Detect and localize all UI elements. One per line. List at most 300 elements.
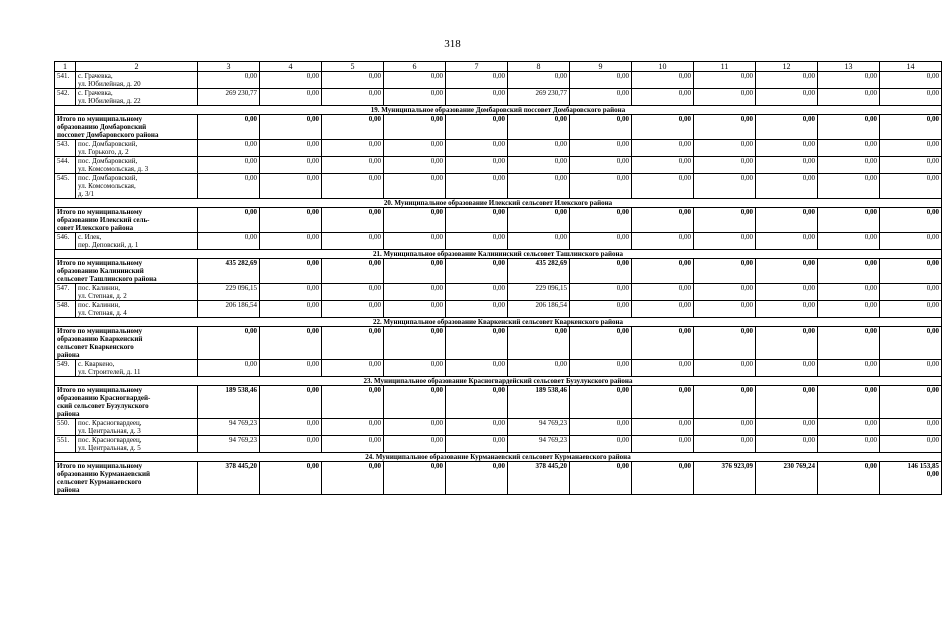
value-cell: 0,00	[694, 386, 756, 419]
section-header-row	[55, 318, 942, 327]
value-cell: 0,00	[818, 233, 880, 250]
value-cell: 0,00	[694, 301, 756, 318]
value-cell: 94 769,23	[508, 419, 570, 436]
table-row	[55, 284, 942, 301]
value-cell: 0,00	[446, 233, 508, 250]
subtotal-label	[55, 115, 198, 140]
value-cell: 0,00	[632, 360, 694, 377]
text-line: с. Грачевка,	[78, 89, 113, 97]
table-row	[55, 360, 942, 377]
value-cell: 269 230,77	[508, 89, 570, 106]
value-cell: 0,00	[508, 233, 570, 250]
value-cell: 0,00	[198, 174, 260, 199]
value-cell: 0,00	[880, 115, 942, 140]
value-cell: 0,00	[260, 233, 322, 250]
value-cell: 0,00	[570, 462, 632, 495]
value-cell: 0,00	[446, 360, 508, 377]
value-cell: 0,00	[632, 115, 694, 140]
text-line: Итого по муниципальному	[57, 259, 143, 267]
subtotal-label	[55, 208, 198, 233]
value-cell: 0,00	[508, 115, 570, 140]
table-row	[55, 72, 942, 89]
value-cell: 0,00	[818, 284, 880, 301]
row-number: 545.	[55, 174, 76, 199]
value-cell: 0,00	[880, 208, 942, 233]
column-number-cell: 8	[508, 62, 570, 72]
section-header-row	[55, 250, 942, 259]
value-cell: 0,00	[756, 140, 818, 157]
text-line: Итого по муниципальному	[57, 115, 143, 123]
section-title: 19. Муниципальное образование Домбаровский поссовет Домбаровского района	[55, 106, 942, 115]
text-line: района	[57, 486, 80, 494]
text-line: ул. Степная, д. 2	[78, 292, 127, 300]
value-cell: 0,00	[880, 89, 942, 106]
value-cell: 0,00	[198, 233, 260, 250]
value-cell: 0,00	[198, 208, 260, 233]
value-cell-extra: 0,00	[926, 470, 939, 478]
text-line: Итого по муниципальному	[57, 462, 143, 470]
value-cell: 0,00	[260, 386, 322, 419]
value-cell: 0,00	[260, 259, 322, 284]
value-cell: 0,00	[694, 327, 756, 360]
value-cell: 206 186,54	[508, 301, 570, 318]
value-cell: 0,00	[632, 284, 694, 301]
value-cell: 0,00	[384, 462, 446, 495]
value-cell: 0,00	[694, 208, 756, 233]
value-cell: 0,00	[446, 462, 508, 495]
text-line: Итого по муниципальному	[57, 386, 143, 394]
value-cell: 0,00	[384, 419, 446, 436]
value-cell: 0,00	[260, 72, 322, 89]
address-cell	[76, 89, 198, 106]
text-line: ул. Юбилейная, д. 22	[78, 97, 141, 105]
section-title: 21. Муниципальное образование Калининский сельсовет Ташлинского района	[55, 250, 942, 259]
value-cell: 0,00	[818, 360, 880, 377]
text-line: пос. Домбаровский,	[78, 174, 138, 182]
value-cell: 0,00	[570, 301, 632, 318]
row-number: 547.	[55, 284, 76, 301]
value-cell: 0,00	[198, 140, 260, 157]
address-cell	[76, 72, 198, 89]
value-cell: 229 096,15	[508, 284, 570, 301]
text-line: пос. Красногвардеец,	[78, 419, 142, 427]
value-cell: 0,00	[384, 436, 446, 453]
value-cell: 0,00	[880, 284, 942, 301]
value-cell: 0,00	[260, 174, 322, 199]
subtotal-label	[55, 386, 198, 419]
value-cell: 0,00	[508, 157, 570, 174]
value-cell: 0,00	[322, 259, 384, 284]
value-cell: 0,00	[384, 140, 446, 157]
text-line: ул. Центральная, д. 3	[78, 427, 141, 435]
value-cell: 0,00	[632, 208, 694, 233]
value-cell: 0,00	[446, 436, 508, 453]
subtotal-row	[55, 259, 942, 284]
value-cell: 0,00	[694, 259, 756, 284]
value-cell: 0,00	[508, 208, 570, 233]
subtotal-row	[55, 386, 942, 419]
address-cell	[76, 174, 198, 199]
value-cell: 0,00	[756, 419, 818, 436]
section-title: 20. Муниципальное образование Илекский сельсовет Илекского района	[55, 199, 942, 208]
value-cell: 0,00	[508, 360, 570, 377]
subtotal-row	[55, 462, 942, 495]
text-line: образованию Калининский	[57, 267, 144, 275]
value-cell: 0,00	[322, 89, 384, 106]
column-number-cell: 5	[322, 62, 384, 72]
value-cell: 0,00	[570, 140, 632, 157]
text-line: ул. Комсомольская, д. 3	[78, 165, 149, 173]
value-cell: 0,00	[570, 327, 632, 360]
value-cell: 0,00	[632, 386, 694, 419]
value-cell: 0,00	[446, 140, 508, 157]
value-cell: 0,00	[260, 436, 322, 453]
value-cell: 0,00	[384, 157, 446, 174]
text-line: пос. Домбаровский,	[78, 140, 138, 148]
value-cell: 0,00	[756, 72, 818, 89]
value-cell: 0,00	[818, 157, 880, 174]
value-cell: 0,00	[880, 174, 942, 199]
column-number-cell: 1	[55, 62, 76, 72]
value-cell: 0,00	[570, 436, 632, 453]
text-line: ул. Строителей, д. 11	[78, 368, 141, 376]
value-cell: 0,00	[818, 259, 880, 284]
address-cell	[76, 419, 198, 436]
text-line: сельсовет Кваркенского	[57, 343, 134, 351]
text-line: Итого по муниципальному	[57, 327, 143, 335]
value-cell: 0,00	[818, 419, 880, 436]
row-number: 549.	[55, 360, 76, 377]
value-cell: 0,00	[570, 115, 632, 140]
value-cell: 94 769,23	[508, 436, 570, 453]
text-line: с. Грачевка,	[78, 72, 113, 80]
subtotal-row	[55, 115, 942, 140]
text-line: с. Илек,	[78, 233, 102, 241]
column-number-cell: 7	[446, 62, 508, 72]
value-cell: 0,00	[446, 115, 508, 140]
address-cell	[76, 157, 198, 174]
value-cell: 0,00	[322, 327, 384, 360]
value-cell: 0,00	[260, 360, 322, 377]
address-cell	[76, 284, 198, 301]
value-cell: 0,00	[756, 174, 818, 199]
column-number-cell: 10	[632, 62, 694, 72]
value-cell: 189 538,46	[198, 386, 260, 419]
value-cell: 0,00	[632, 174, 694, 199]
value-cell: 0,00	[880, 140, 942, 157]
text-line: ул. Горького, д. 2	[78, 148, 129, 156]
section-title: 22. Муниципальное образование Кваркенский сельсовет Кваркенского района	[55, 318, 942, 327]
row-number: 550.	[55, 419, 76, 436]
value-cell: 0,00	[694, 115, 756, 140]
value-cell: 0,00	[880, 157, 942, 174]
value-cell: 0,00	[818, 115, 880, 140]
value-cell: 230 769,24	[756, 462, 818, 495]
value-cell: 0,00	[322, 436, 384, 453]
value-cell: 0,00	[880, 360, 942, 377]
value-cell: 0,00	[198, 327, 260, 360]
text-line: ский сельсовет Бузулукского	[57, 402, 149, 410]
value-cell: 0,00	[632, 462, 694, 495]
value-cell: 0,00	[322, 462, 384, 495]
value-cell: 435 282,69	[508, 259, 570, 284]
value-cell: 0,00	[818, 386, 880, 419]
value-cell: 378 445,20	[508, 462, 570, 495]
text-line: пос. Красногвардеец,	[78, 436, 142, 444]
row-number: 541.	[55, 72, 76, 89]
value-cell: 0,00	[694, 157, 756, 174]
section-header-row	[55, 106, 942, 115]
section-title: 24. Муниципальное образование Курманаевский сельсовет Курманаевского района	[55, 453, 942, 462]
value-cell: 0,00	[322, 157, 384, 174]
column-number-cell: 3	[198, 62, 260, 72]
row-number: 546.	[55, 233, 76, 250]
value-cell: 0,00	[756, 259, 818, 284]
value-cell: 0,00	[880, 327, 942, 360]
value-cell: 0,00	[322, 140, 384, 157]
value-cell: 0,00	[446, 386, 508, 419]
text-line: образованию Курманаевский	[57, 470, 151, 478]
value-cell: 378 445,20	[198, 462, 260, 495]
value-cell: 0,00	[570, 72, 632, 89]
value-cell: 0,00	[570, 208, 632, 233]
value-cell: 0,00	[446, 284, 508, 301]
value-cell: 0,00	[322, 208, 384, 233]
value-cell: 0,00	[880, 386, 942, 419]
value-cell: 0,00	[632, 89, 694, 106]
value-cell: 0,00	[384, 284, 446, 301]
value-cell: 0,00	[694, 360, 756, 377]
value-cell: 0,00	[322, 386, 384, 419]
value-cell: 0,00	[570, 360, 632, 377]
text-line: образованию Кваркенский	[57, 335, 143, 343]
column-number-cell: 2	[76, 62, 198, 72]
value-cell: 0,00	[880, 419, 942, 436]
value-cell: 0,00	[570, 157, 632, 174]
column-number-cell: 12	[756, 62, 818, 72]
value-cell: 0,00	[384, 360, 446, 377]
value-cell: 0,00	[446, 72, 508, 89]
value-cell: 0,00	[260, 462, 322, 495]
text-line: пос. Калинин,	[78, 301, 120, 309]
text-line: сельсовет Ташлинского района	[57, 275, 157, 283]
value-cell: 0,00	[322, 301, 384, 318]
value-cell: 0,00	[756, 301, 818, 318]
value-cell: 0,00	[694, 174, 756, 199]
value-cell: 0,00	[384, 89, 446, 106]
value-cell: 0,00	[384, 174, 446, 199]
value-cell: 0,00	[322, 284, 384, 301]
value-cell: 0,00	[632, 233, 694, 250]
value-cell: 0,00	[322, 360, 384, 377]
value-cell: 0,00	[818, 89, 880, 106]
value-cell: 146 153,85 0,00	[880, 462, 942, 495]
text-line: ул. Степная, д. 4	[78, 309, 127, 317]
value-cell: 0,00	[446, 157, 508, 174]
value-cell: 0,00	[694, 72, 756, 89]
value-cell: 0,00	[384, 301, 446, 318]
value-cell: 0,00	[818, 327, 880, 360]
value-cell: 0,00	[260, 419, 322, 436]
value-cell: 0,00	[632, 301, 694, 318]
subtotal-row	[55, 208, 942, 233]
value-cell: 0,00	[260, 301, 322, 318]
value-cell: 0,00	[384, 386, 446, 419]
text-line: образованию Красногвардей-	[57, 394, 151, 402]
section-title: 23. Муниципальное образование Красногвардейский сельсовет Бузулукского района	[55, 377, 942, 386]
value-cell: 0,00	[198, 360, 260, 377]
value-cell: 0,00	[322, 115, 384, 140]
value-cell: 435 282,69	[198, 259, 260, 284]
text-line: совет Илекского района	[57, 224, 134, 232]
value-cell: 0,00	[322, 72, 384, 89]
address-cell	[76, 140, 198, 157]
value-cell: 269 230,77	[198, 89, 260, 106]
address-cell	[76, 360, 198, 377]
text-line: ул. Комсомольская,	[78, 182, 136, 190]
value-cell: 0,00	[756, 386, 818, 419]
value-cell: 0,00	[446, 419, 508, 436]
text-line: поссовет Домбаровского района	[57, 131, 159, 139]
table-row	[55, 89, 942, 106]
value-cell: 0,00	[694, 419, 756, 436]
text-line: с. Кваркено,	[78, 360, 115, 368]
value-cell: 0,00	[384, 208, 446, 233]
value-cell: 0,00	[508, 327, 570, 360]
value-cell: 0,00	[818, 174, 880, 199]
value-cell: 0,00	[508, 140, 570, 157]
value-cell: 0,00	[880, 72, 942, 89]
value-cell: 0,00	[632, 327, 694, 360]
value-cell: 0,00	[632, 259, 694, 284]
value-cell: 0,00	[570, 419, 632, 436]
value-cell: 0,00	[756, 327, 818, 360]
text-line: Итого по муниципальному	[57, 208, 143, 216]
column-number-cell: 9	[570, 62, 632, 72]
address-cell	[76, 233, 198, 250]
subtotal-row	[55, 327, 942, 360]
text-line: ул. Юбилейная, д. 20	[78, 80, 141, 88]
value-cell: 0,00	[818, 462, 880, 495]
table-row	[55, 419, 942, 436]
table-row	[55, 436, 942, 453]
value-cell: 0,00	[694, 436, 756, 453]
value-cell: 0,00	[322, 174, 384, 199]
value-cell: 0,00	[570, 233, 632, 250]
column-number-cell: 4	[260, 62, 322, 72]
value-cell: 0,00	[198, 72, 260, 89]
value-cell: 0,00	[756, 360, 818, 377]
value-cell: 0,00	[756, 157, 818, 174]
value-cell: 0,00	[384, 259, 446, 284]
value-cell: 0,00	[756, 436, 818, 453]
column-number-cell: 6	[384, 62, 446, 72]
page-number: 318	[444, 38, 461, 50]
subtotal-label	[55, 327, 198, 360]
text-line: пос. Калинин,	[78, 284, 120, 292]
value-cell: 0,00	[570, 259, 632, 284]
value-cell: 0,00	[632, 72, 694, 89]
value-cell: 0,00	[756, 233, 818, 250]
value-cell: 94 769,23	[198, 436, 260, 453]
table-row	[55, 140, 942, 157]
section-header-row	[55, 453, 942, 462]
row-number: 548.	[55, 301, 76, 318]
value-cell: 229 096,15	[198, 284, 260, 301]
value-cell: 0,00	[322, 233, 384, 250]
address-cell	[76, 436, 198, 453]
value-cell: 0,00	[632, 157, 694, 174]
column-number-cell: 13	[818, 62, 880, 72]
section-header-row	[55, 377, 942, 386]
value-cell: 0,00	[260, 115, 322, 140]
text-line: образованию Домбаровский	[57, 123, 147, 131]
table-row	[55, 233, 942, 250]
text-line: образованию Илекский сель-	[57, 216, 150, 224]
column-number-row	[55, 62, 942, 72]
value-cell: 0,00	[880, 233, 942, 250]
value-cell: 0,00	[508, 72, 570, 89]
value-cell: 0,00	[632, 419, 694, 436]
value-cell: 0,00	[756, 208, 818, 233]
address-cell	[76, 301, 198, 318]
row-number: 544.	[55, 157, 76, 174]
value-cell: 0,00	[260, 284, 322, 301]
value-cell: 0,00	[694, 233, 756, 250]
value-cell: 0,00	[384, 327, 446, 360]
value-cell: 0,00	[694, 284, 756, 301]
column-number-cell: 11	[694, 62, 756, 72]
value-cell: 94 769,23	[198, 419, 260, 436]
value-cell: 0,00	[198, 157, 260, 174]
row-number: 551.	[55, 436, 76, 453]
value-cell: 0,00	[198, 115, 260, 140]
text-line: района	[57, 410, 80, 418]
row-number: 542.	[55, 89, 76, 106]
text-line: района	[57, 351, 80, 359]
column-number-cell: 14	[880, 62, 942, 72]
value-cell: 0,00	[446, 208, 508, 233]
value-cell: 376 923,09	[694, 462, 756, 495]
text-line: пос. Домбаровский,	[78, 157, 138, 165]
value-cell: 0,00	[260, 140, 322, 157]
value-cell: 0,00	[818, 436, 880, 453]
value-cell: 0,00	[632, 140, 694, 157]
subtotal-label	[55, 259, 198, 284]
row-number: 543.	[55, 140, 76, 157]
value-cell: 0,00	[570, 284, 632, 301]
text-line: сельсовет Курманаевского	[57, 478, 142, 486]
value-cell: 189 538,46	[508, 386, 570, 419]
value-cell: 0,00	[880, 301, 942, 318]
value-cell: 0,00	[756, 115, 818, 140]
value-cell: 0,00	[694, 140, 756, 157]
text-line: д. 3/1	[78, 190, 95, 198]
value-cell: 0,00	[880, 436, 942, 453]
value-cell: 0,00	[880, 259, 942, 284]
value-cell: 0,00	[384, 115, 446, 140]
value-cell: 0,00	[322, 419, 384, 436]
text-line: ул. Центральная, д. 5	[78, 444, 141, 452]
value-cell: 0,00	[694, 89, 756, 106]
value-cell: 0,00	[260, 327, 322, 360]
value-cell: 0,00	[818, 301, 880, 318]
value-cell: 0,00	[384, 72, 446, 89]
value-cell: 0,00	[632, 436, 694, 453]
value-cell: 0,00	[570, 386, 632, 419]
value-cell: 0,00	[446, 301, 508, 318]
value-cell: 0,00	[384, 233, 446, 250]
